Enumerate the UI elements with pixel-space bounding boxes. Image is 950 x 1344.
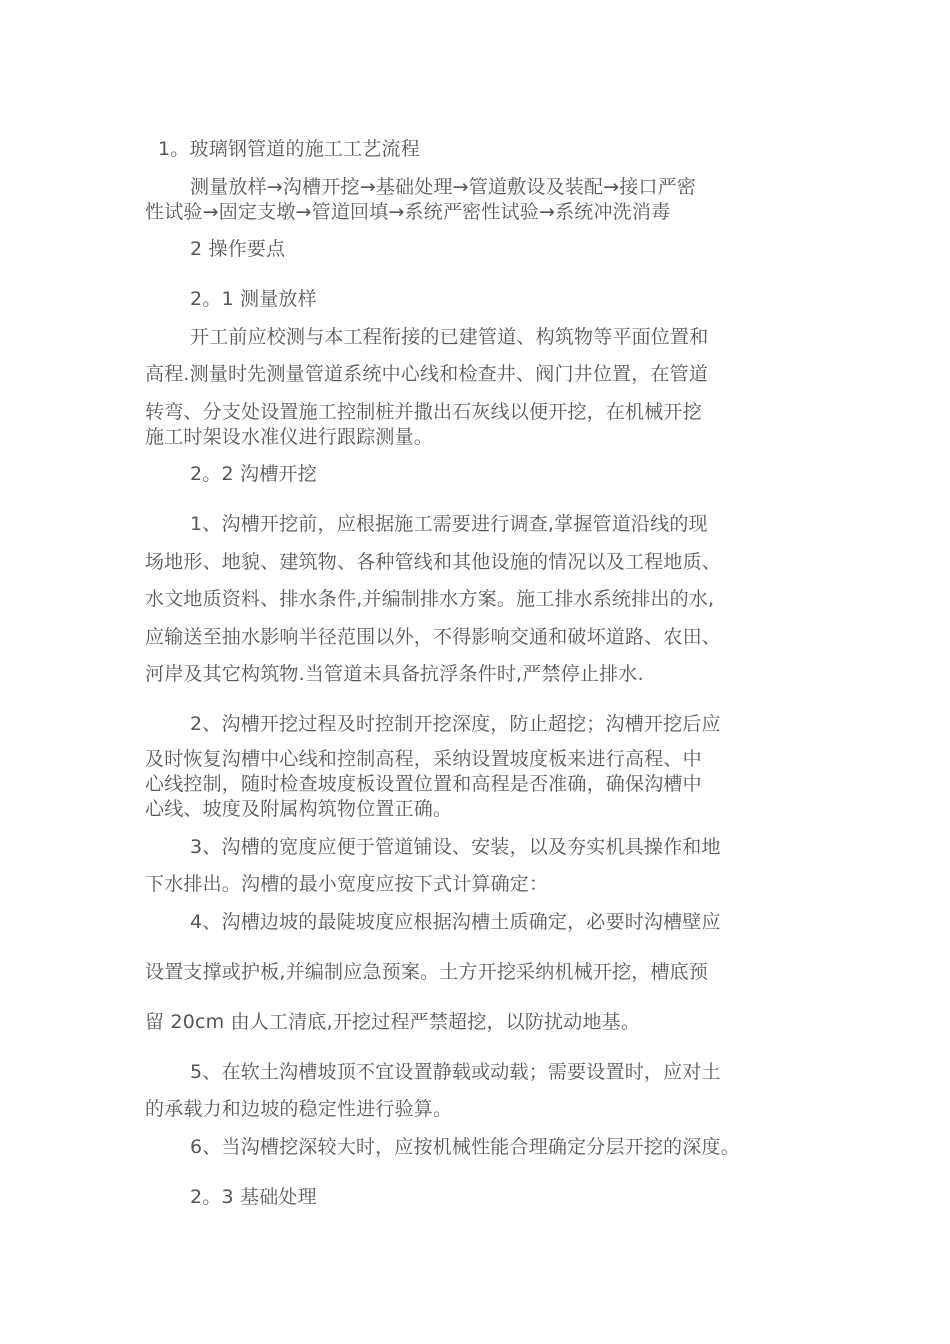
- list-item-line: 设置支撑或护板,并编制应急预案。土方开挖采纳机械开挖，槽底预: [145, 961, 709, 983]
- list-item-line: 应输送至抽水影响半径范围以外，不得影响交通和破坏道路、农田、: [145, 626, 722, 648]
- subsection-heading-2-2: 2。2 沟槽开挖: [190, 463, 317, 485]
- paragraph-line: 转弯、分支处设置施工控制桩并撒出石灰线以便开挖，在机械开挖: [145, 401, 702, 423]
- list-item-line: 下水排出。沟槽的最小宽度应按下式计算确定：: [145, 873, 549, 895]
- flow-line-1: 测量放样→沟槽开挖→基础处理→管道敷设及装配→接口严密: [190, 176, 697, 198]
- list-item-line: 水文地质资料、排水条件,并编制排水方案。施工排水系统排出的水,: [145, 588, 715, 610]
- paragraph-line: 开工前应校测与本工程衔接的已建管道、构筑物等平面位置和: [190, 326, 709, 348]
- list-item-line: 1、沟槽开挖前，应根据施工需要进行调查,掌握管道沿线的现: [190, 513, 708, 535]
- paragraph-line: 施工时架设水准仪进行跟踪测量。: [145, 426, 434, 448]
- list-item-line: 6、当沟槽挖深较大时，应按机械性能合理确定分层开挖的深度。: [190, 1136, 740, 1158]
- list-item-line: 河岸及其它构筑物.当管道未具备抗浮条件时,严禁停止排水.: [145, 663, 644, 685]
- list-item-line: 场地形、地貌、建筑物、各种管线和其他设施的情况以及工程地质、: [145, 551, 722, 573]
- subsection-heading-2-1: 2。1 测量放样: [190, 288, 317, 310]
- section-heading-2: 2 操作要点: [190, 238, 286, 260]
- subsection-heading-2-3: 2。3 基础处理: [190, 1186, 317, 1208]
- list-item-line: 留 20cm 由人工清底,开挖过程严禁超挖，以防扰动地基。: [145, 1011, 641, 1033]
- list-item-line: 的承载力和边坡的稳定性进行验算。: [145, 1098, 453, 1120]
- list-item-line: 4、沟槽边坡的最陡坡度应根据沟槽土质确定，必要时沟槽壁应: [190, 911, 721, 933]
- section-heading-1: 1。玻璃钢管道的施工工艺流程: [158, 138, 420, 160]
- list-item-line: 心线、坡度及附属构筑物位置正确。: [145, 798, 453, 820]
- list-item-line: 心线控制，随时检查坡度板设置位置和高程是否准确，确保沟槽中: [145, 773, 702, 795]
- list-item-line: 5、在软土沟槽坡顶不宜设置静载或动载；需要设置时，应对土: [190, 1061, 721, 1083]
- list-item-line: 2、沟槽开挖过程及时控制开挖深度，防止超挖；沟槽开挖后应: [190, 713, 721, 735]
- list-item-line: 及时恢复沟槽中心线和控制高程，采纳设置坡度板来进行高程、中: [145, 748, 702, 770]
- flow-line-2: 性试验→固定支墩→管道回填→系统严密性试验→系统冲洗消毒: [145, 201, 671, 223]
- paragraph-line: 高程.测量时先测量管道系统中心线和检查井、阀门井位置，在管道: [145, 363, 709, 385]
- list-item-line: 3、沟槽的宽度应便于管道铺设、安装，以及夯实机具操作和地: [190, 836, 721, 858]
